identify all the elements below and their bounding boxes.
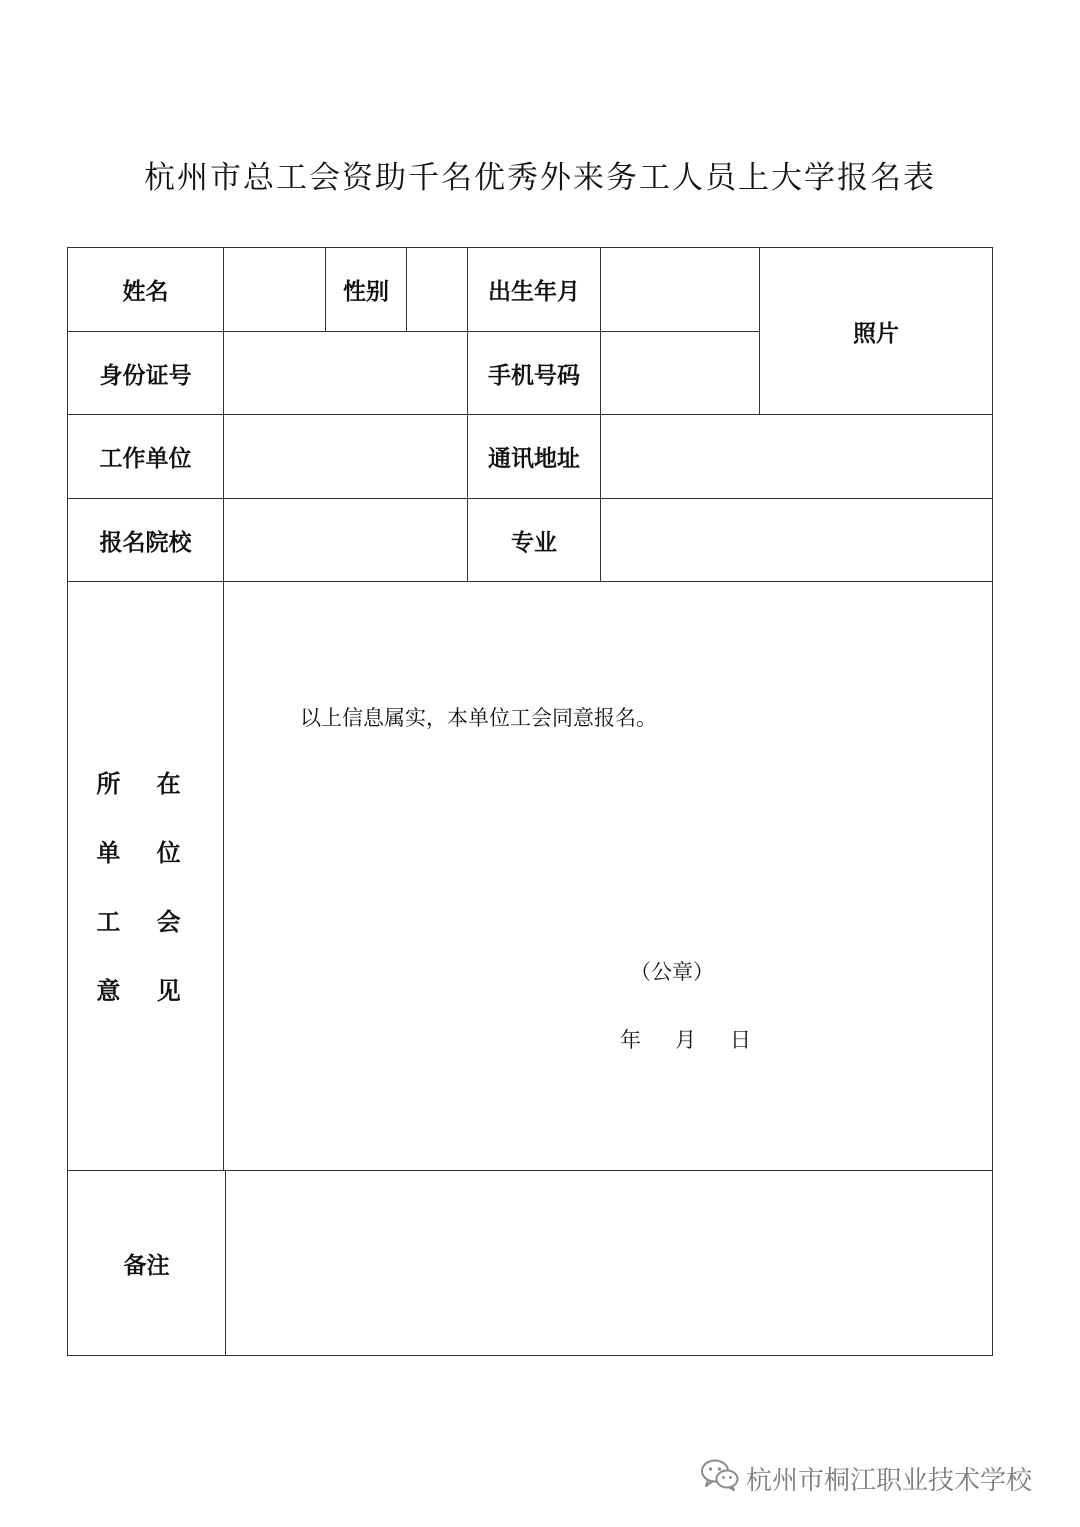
name-label: 姓名 (67, 247, 224, 332)
opinion-label-line-3: 工 会 (96, 908, 195, 936)
school-field[interactable] (223, 498, 468, 582)
name-field[interactable] (223, 247, 326, 332)
address-field[interactable] (600, 414, 993, 499)
date-day: 日 (730, 1028, 751, 1052)
birth-label: 出生年月 (467, 247, 601, 332)
major-label: 专业 (467, 498, 601, 582)
date-year: 年 (620, 1028, 641, 1052)
remarks-field[interactable] (225, 1170, 993, 1356)
photo-box[interactable]: 照片 (759, 247, 993, 415)
school-label: 报名院校 (67, 498, 224, 582)
address-label: 通讯地址 (467, 414, 601, 499)
opinion-statement: 以上信息属实，本单位工会同意报名。 (300, 706, 657, 730)
id-field[interactable] (223, 331, 468, 415)
birth-field[interactable] (600, 247, 760, 332)
gender-label: 性别 (325, 247, 407, 332)
work-label: 工作单位 (67, 414, 224, 499)
opinion-label-cell (67, 581, 224, 1171)
gender-field[interactable] (406, 247, 468, 332)
id-label: 身份证号 (67, 331, 224, 415)
major-field[interactable] (600, 498, 993, 582)
phone-field[interactable] (600, 331, 760, 415)
opinion-field[interactable] (223, 581, 993, 1171)
remarks-label: 备注 (67, 1170, 226, 1356)
opinion-label-line-2: 单 位 (96, 839, 195, 867)
wechat-icon (700, 1458, 740, 1499)
opinion-label-line-4: 意 见 (96, 977, 195, 1005)
seal-text: （公章） (630, 960, 714, 984)
watermark-text: 杭州市桐江职业技术学校 (746, 1466, 1033, 1496)
watermark (700, 1458, 1032, 1499)
phone-label: 手机号码 (467, 331, 601, 415)
work-field[interactable] (223, 414, 468, 499)
form-title: 杭州市总工会资助千名优秀外来务工人员上大学报名表 (144, 160, 936, 196)
opinion-label-line-1: 所 在 (96, 770, 195, 798)
date-month: 月 (675, 1028, 696, 1052)
